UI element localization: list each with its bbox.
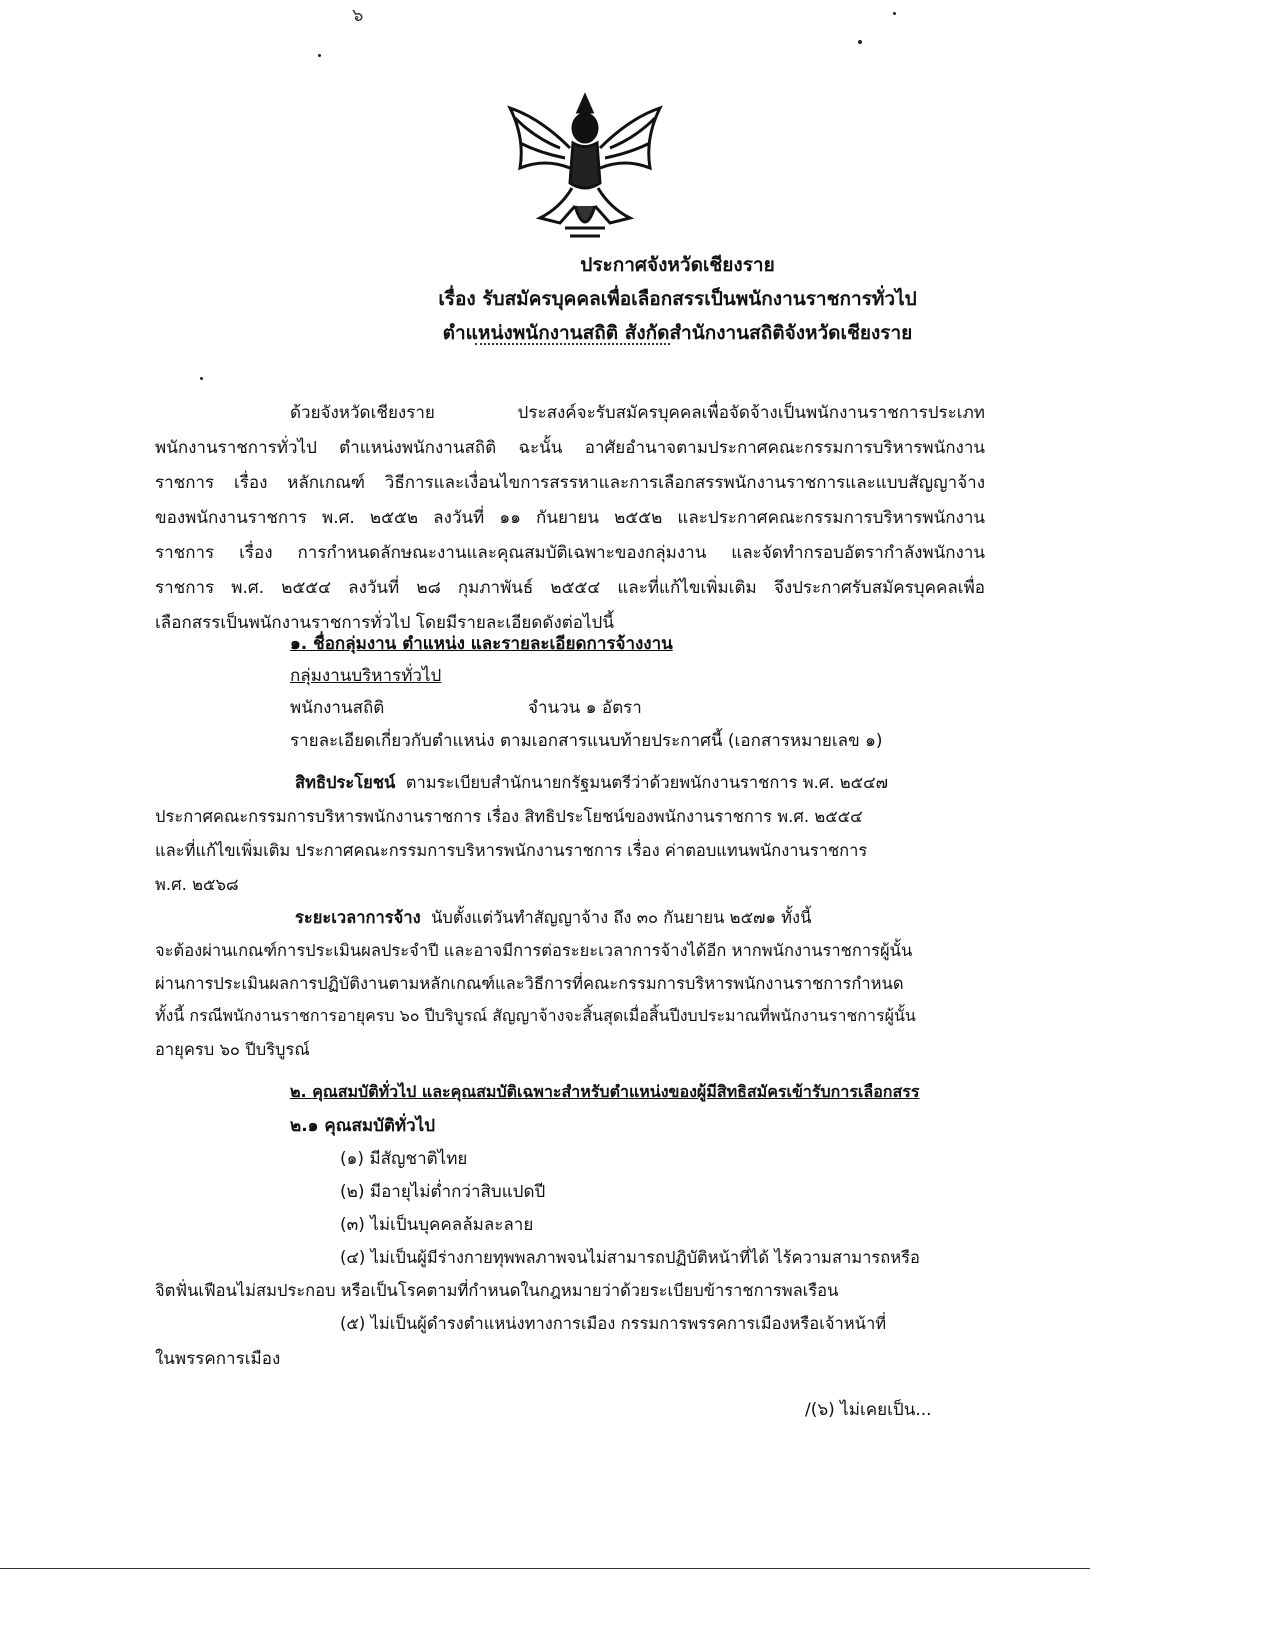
- intro-paragraph: [155, 396, 985, 641]
- term-line1: นับตั้งแต่วันทำสัญญาจ้าง ถึง ๓๐ กันยายน ๒๕๗๑ ทั้งนี้: [431, 908, 812, 927]
- section1-quantity: จำนวน ๑ อัตรา: [528, 698, 642, 718]
- announcement-title: ประกาศจังหวัดเชียงราย: [580, 254, 775, 276]
- announcement-subject: เรื่อง รับสมัครบุคคลเพื่อเลือกสรรเป็นพนักงานราชการทั่วไป: [438, 288, 917, 310]
- qualification-item: (๓) ไม่เป็นบุคคลล้มละลาย: [340, 1215, 534, 1235]
- section1-position: พนักงานสถิติ: [290, 698, 385, 718]
- scan-speck: [858, 40, 862, 44]
- scan-speck: [318, 54, 321, 57]
- footer-rule: [0, 1568, 1090, 1569]
- section2-subheading: ๒.๑ คุณสมบัติทั่วไป: [290, 1116, 436, 1136]
- benefits-line3: และที่แก้ไขเพิ่มเติม ประกาศคณะกรรมการบริหารพนักงานราชการ เรื่อง ค่าตอบแทนพนักงานราชการ: [155, 841, 868, 860]
- page-number: ๖: [352, 5, 364, 26]
- section1-heading: ๑. ชื่อกลุ่มงาน ตำแหน่ง และรายละเอียดการจ้างงาน: [290, 634, 673, 654]
- continued-marker: /(๖) ไม่เคยเป็น...: [805, 1400, 932, 1420]
- term-line2: จะต้องผ่านเกณฑ์การประเมินผลประจำปี และอาจมีการต่อระยะเวลาการจ้างได้อีก หากพนักงานราชการผู้นั้น: [155, 941, 913, 960]
- term-line3: ผ่านการประเมินผลการปฏิบัติงานตามหลักเกณฑ์และวิธีการที่คณะกรรมการบริหารพนักงานราชการกำหนด: [155, 974, 904, 993]
- benefits-first-line: [295, 770, 888, 796]
- benefits-line2: ประกาศคณะกรรมการบริหารพนักงานราชการ เรื่อง สิทธิประโยชน์ของพนักงานราชการ พ.ศ. ๒๕๕๔: [155, 807, 863, 826]
- scan-speck: [893, 12, 896, 15]
- qualification-item-continued: จิตฟั่นเฟือนไม่สมประกอบ หรือเป็นโรคตามที่กำหนดในกฎหมายว่าด้วยระเบียบข้าราชการพลเรือน: [155, 1281, 839, 1300]
- term-label: ระยะเวลาการจ้าง: [295, 908, 421, 927]
- intro-line: ราชการ เรื่อง การกำหนดลักษณะงานและคุณสมบัติเฉพาะของกลุ่มงาน และจัดทำกรอบอัตรากำลังพนักงาน: [155, 543, 985, 563]
- term-line5: อายุครบ ๖๐ ปีบริบูรณ์: [155, 1040, 310, 1059]
- intro-line: พนักงานราชการทั่วไป ตำแหน่งพนักงานสถิติ ฉะนั้น อาศัยอำนาจตามประกาศคณะกรรมการบริหารพนักงาน: [155, 438, 985, 458]
- benefits-label: สิทธิประโยชน์: [295, 773, 396, 792]
- term-line4: ทั้งนี้ กรณีพนักงานราชการอายุครบ ๖๐ ปีบริบูรณ์ สัญญาจ้างจะสิ้นสุดเมื่อสิ้นปีงบประมาณที่พนักงานราชการผู้นั้น: [155, 1006, 916, 1025]
- qualification-item-continued: ในพรรคการเมือง: [155, 1349, 281, 1369]
- benefits-line4: พ.ศ. ๒๕๖๘: [155, 875, 239, 894]
- garuda-emblem-icon: [500, 88, 670, 248]
- qualification-item: (๒) มีอายุไม่ต่ำกว่าสิบแปดปี: [340, 1182, 546, 1202]
- qualification-item: (๔) ไม่เป็นผู้มีร่างกายทุพพลภาพจนไม่สามารถปฏิบัติหน้าที่ได้ ไร้ความสามารถหรือ: [340, 1248, 920, 1267]
- intro-line: ของพนักงานราชการ พ.ศ. ๒๕๕๒ ลงวันที่ ๑๑ กันยายน ๒๕๕๒ และประกาศคณะกรรมการบริหารพนักงาน: [155, 508, 985, 528]
- benefits-line1: ตามระเบียบสำนักนายกรัฐมนตรีว่าด้วยพนักงานราชการ พ.ศ. ๒๕๔๗: [405, 773, 889, 792]
- intro-line: เลือกสรรเป็นพนักงานราชการทั่วไป โดยมีรายละเอียดดังต่อไปนี้: [155, 613, 614, 633]
- qualification-item: (๑) มีสัญชาติไทย: [340, 1149, 468, 1169]
- section2-heading: ๒. คุณสมบัติทั่วไป และคุณสมบัติเฉพาะสำหรับตำแหน่งของผู้มีสิทธิสมัครเข้ารับการเลือกสรร: [290, 1082, 920, 1101]
- scan-speck: [200, 377, 203, 380]
- section1-group: กลุ่มงานบริหารทั่วไป: [290, 666, 442, 686]
- section1-detail: รายละเอียดเกี่ยวกับตำแหน่ง ตามเอกสารแนบท้ายประกาศนี้ (เอกสารหมายเลข ๑): [290, 731, 883, 751]
- dotted-separator: [475, 343, 670, 345]
- intro-line: ราชการ พ.ศ. ๒๕๕๔ ลงวันที่ ๒๘ กุมภาพันธ์ ๒๕๕๔ และที่แก้ไขเพิ่มเติม จึงประกาศรับสมัครบุคคลเพื่อ: [155, 578, 985, 598]
- announcement-position: ตำแหน่งพนักงานสถิติ สังกัดสำนักงานสถิติจังหวัดเชียงราย: [442, 322, 913, 344]
- intro-line: ราชการ เรื่อง หลักเกณฑ์ วิธีการและเงื่อนไขการสรรหาและการเลือกสรรพนักงานราชการและแบบสัญญาจ้าง: [155, 473, 985, 493]
- qualification-item: (๕) ไม่เป็นผู้ดำรงตำแหน่งทางการเมือง กรรมการพรรคการเมืองหรือเจ้าหน้าที่: [340, 1314, 887, 1333]
- term-first-line: [295, 905, 811, 931]
- intro-line: ด้วยจังหวัดเชียงราย ประสงค์จะรับสมัครบุคคลเพื่อจัดจ้างเป็นพนักงานราชการประเภท: [290, 403, 985, 423]
